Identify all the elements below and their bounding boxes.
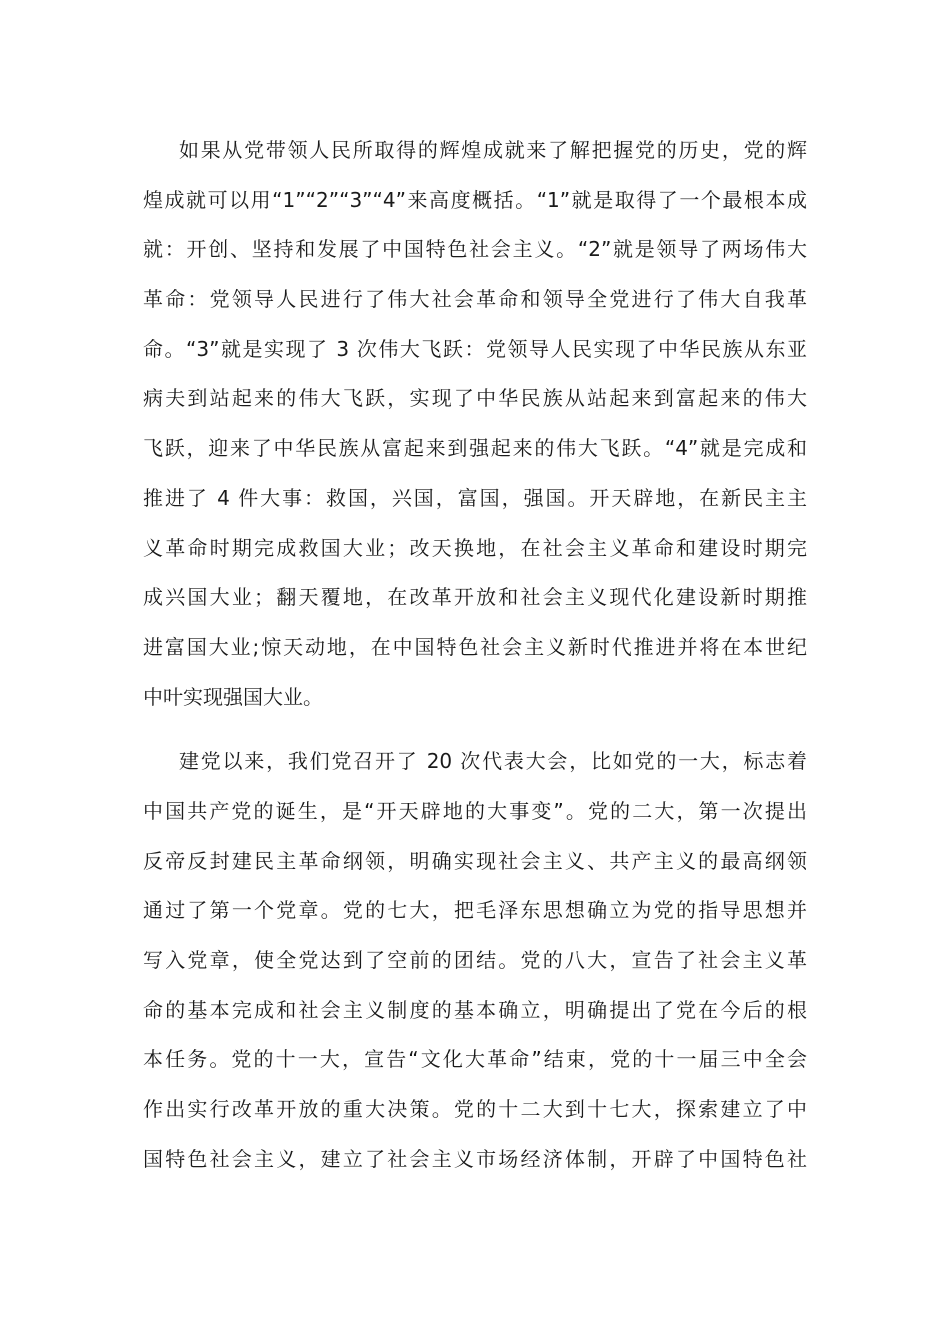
- text-line: 命的基本完成和社会主义制度的基本确立，明确提出了党在今后的根: [143, 997, 807, 1022]
- text-line: 义革命时期完成救国大业；改天换地，在社会主义革命和建设时期完: [143, 535, 807, 560]
- text-line: 反帝反封建民主革命纲领，明确实现社会主义、共产主义的最高纲领: [143, 848, 807, 873]
- text-line: 进富国大业;惊天动地，在中国特色社会主义新时代推进并将在本世纪: [143, 634, 807, 659]
- text-line: 革命：党领导人民进行了伟大社会革命和领导全党进行了伟大自我革: [143, 287, 807, 312]
- text-line: 建党以来，我们党召开了 20 次代表大会，比如党的一大，标志着: [179, 749, 807, 774]
- text-line: 通过了第一个党章。党的七大，把毛泽东思想确立为党的指导思想并: [143, 898, 807, 923]
- text-line: 飞跃，迎来了中华民族从富起来到强起来的伟大飞跃。“4”就是完成和: [143, 436, 807, 461]
- paragraph-congresses: [143, 737, 807, 1184]
- text-line: 病夫到站起来的伟大飞跃，实现了中华民族从站起来到富起来的伟大: [143, 386, 807, 411]
- text-line: 如果从党带领人民所取得的辉煌成就来了解把握党的历史，党的辉: [179, 138, 807, 162]
- text-line: 推进了 4 件大事：救国，兴国，富国，强国。开天辟地，在新民主主: [143, 485, 807, 510]
- text-line: 写入党章，使全党达到了空前的团结。党的八大，宣告了社会主义革: [143, 948, 807, 972]
- text-line: 就：开创、坚持和发展了中国特色社会主义。“2”就是领导了两场伟大: [143, 237, 807, 262]
- text-line: 煌成就可以用“1”“2”“3”“4”来高度概括。“1”就是取得了一个最根本成: [143, 187, 807, 212]
- text-line: 本任务。党的十一大，宣告“文化大革命”结束，党的十一届三中全会: [143, 1047, 807, 1072]
- document-body: [143, 126, 807, 1184]
- text-line: 国特色社会主义，建立了社会主义市场经济体制，开辟了中国特色社: [143, 1146, 807, 1171]
- text-line: 命。“3”就是实现了 3 次伟大飞跃：党领导人民实现了中华民族从东亚: [143, 336, 807, 361]
- text-line: 成兴国大业；翻天覆地，在改革开放和社会主义现代化建设新时期推: [143, 585, 807, 610]
- text-line: 中叶实现强国大业。: [143, 684, 323, 709]
- text-line: 作出实行改革开放的重大决策。党的十二大到十七大，探索建立了中: [143, 1097, 807, 1122]
- text-line: 中国共产党的诞生，是“开天辟地的大事变”。党的二大，第一次提出: [143, 798, 807, 823]
- paragraph-achievements: [143, 126, 807, 722]
